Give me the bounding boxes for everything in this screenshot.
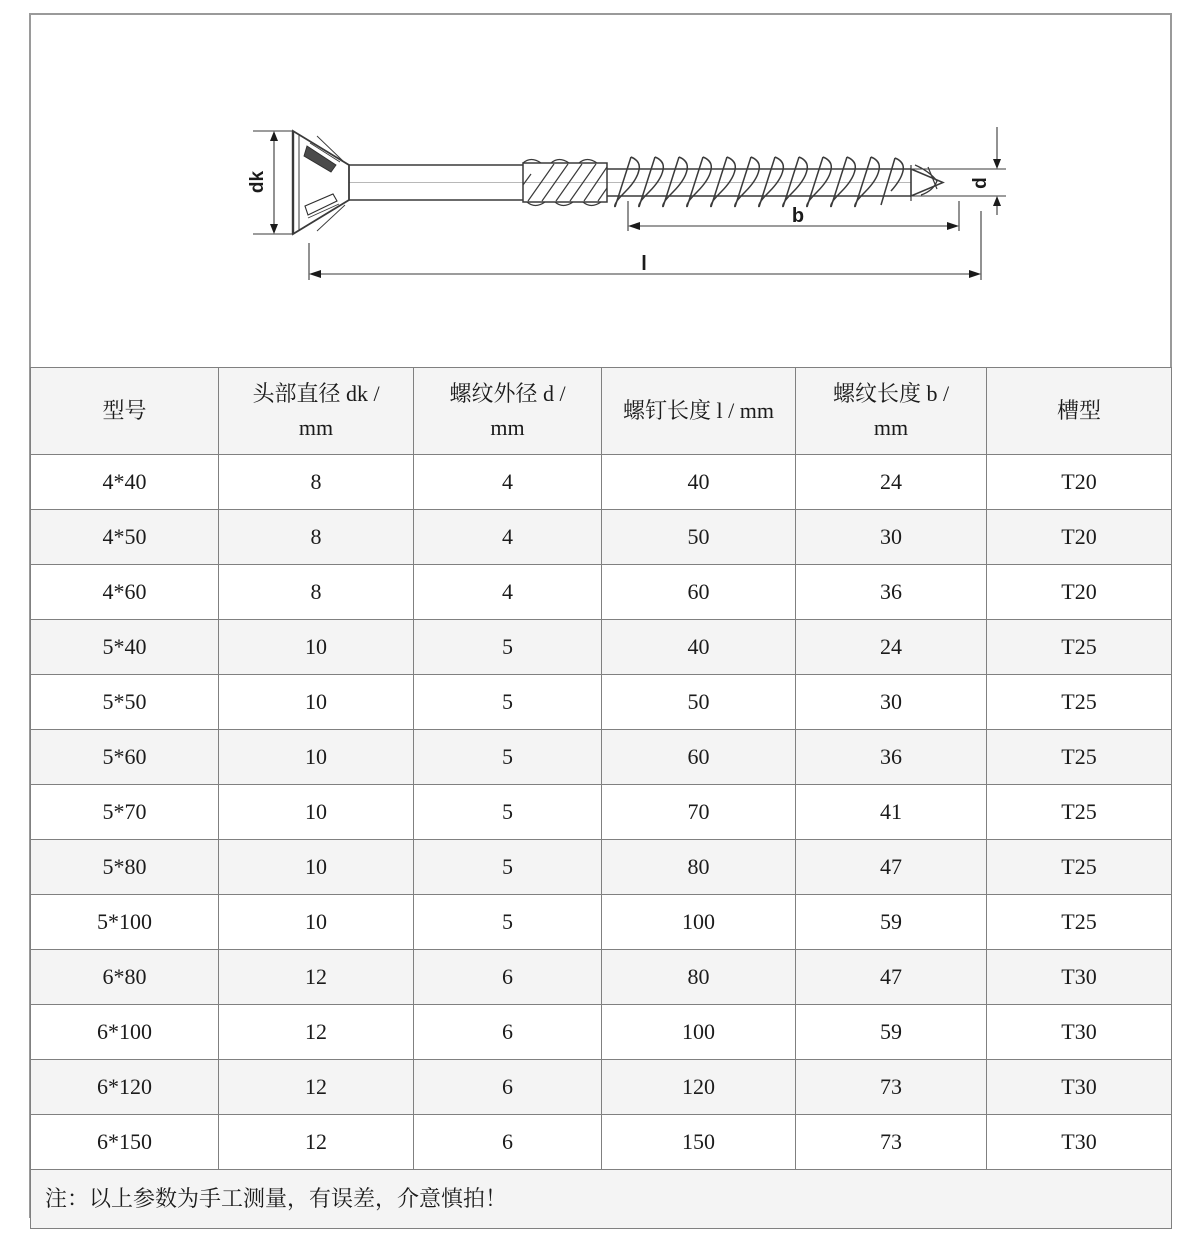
- cell-model: 4*50: [31, 510, 219, 565]
- column-header-drive-type: [987, 368, 1172, 455]
- cell-thread-length: 24: [796, 620, 987, 675]
- table-row: [31, 785, 1172, 840]
- cell-drive-type: T20: [987, 455, 1172, 510]
- column-header-thread-outer-diameter: [414, 368, 602, 455]
- cell-model: 5*50: [31, 675, 219, 730]
- dim-label-b: b: [791, 205, 805, 227]
- cell-screw-length: 40: [602, 455, 796, 510]
- cell-drive-type: T25: [987, 620, 1172, 675]
- cell-model: 4*40: [31, 455, 219, 510]
- cell-drive-type: T25: [987, 895, 1172, 950]
- dim-label-dk: dk: [247, 170, 268, 194]
- cell-thread-outer-diameter: 5: [414, 620, 602, 675]
- cell-screw-length: 150: [602, 1115, 796, 1170]
- cell-drive-type: T30: [987, 1115, 1172, 1170]
- column-header-screw-length: [602, 368, 796, 455]
- cell-thread-length: 36: [796, 565, 987, 620]
- cell-thread-outer-diameter: 6: [414, 1005, 602, 1060]
- cell-thread-length: 36: [796, 730, 987, 785]
- cell-head-diameter: 10: [219, 730, 414, 785]
- cell-drive-type: T25: [987, 730, 1172, 785]
- column-header-thread-length: [796, 368, 987, 455]
- cell-model: 5*80: [31, 840, 219, 895]
- cell-screw-length: 40: [602, 620, 796, 675]
- cell-drive-type: T25: [987, 675, 1172, 730]
- header-line: 型号: [102, 397, 147, 423]
- table-row: [31, 730, 1172, 785]
- cell-head-diameter: 12: [219, 1060, 414, 1115]
- cell-screw-length: 120: [602, 1060, 796, 1115]
- cell-thread-outer-diameter: 6: [414, 1115, 602, 1170]
- cell-model: 6*150: [31, 1115, 219, 1170]
- cell-drive-type: T20: [987, 565, 1172, 620]
- cell-model: 5*40: [31, 620, 219, 675]
- cell-head-diameter: 8: [219, 565, 414, 620]
- cell-head-diameter: 10: [219, 620, 414, 675]
- cell-head-diameter: 8: [219, 510, 414, 565]
- table-row: [31, 510, 1172, 565]
- header-line: 螺纹外径 d /: [449, 380, 566, 406]
- cell-screw-length: 80: [602, 840, 796, 895]
- cell-head-diameter: 10: [219, 895, 414, 950]
- table-body: [31, 455, 1172, 1170]
- table-row: [31, 1060, 1172, 1115]
- screw-diagram: [31, 15, 1170, 367]
- header-line: 头部直径 dk /: [252, 380, 380, 406]
- cell-thread-length: 59: [796, 1005, 987, 1060]
- header-line: 螺纹长度 b /: [832, 380, 950, 406]
- cell-screw-length: 60: [602, 565, 796, 620]
- cell-model: 4*60: [31, 565, 219, 620]
- cell-thread-length: 47: [796, 840, 987, 895]
- cell-model: 6*80: [31, 950, 219, 1005]
- cell-drive-type: T25: [987, 840, 1172, 895]
- cell-drive-type: T30: [987, 1060, 1172, 1115]
- cell-screw-length: 100: [602, 895, 796, 950]
- cell-thread-outer-diameter: 5: [414, 730, 602, 785]
- cell-model: 6*100: [31, 1005, 219, 1060]
- cell-screw-length: 80: [602, 950, 796, 1005]
- cell-head-diameter: 12: [219, 1115, 414, 1170]
- measurement-note: 注：以上参数为手工测量，有误差，介意慎拍！: [31, 1170, 1172, 1229]
- cell-thread-length: 59: [796, 895, 987, 950]
- cell-model: 6*120: [31, 1060, 219, 1115]
- cell-thread-length: 73: [796, 1060, 987, 1115]
- header-line: 螺钉长度 l / mm: [623, 397, 774, 423]
- cell-screw-length: 50: [602, 510, 796, 565]
- cell-drive-type: T30: [987, 1005, 1172, 1060]
- cell-thread-length: 73: [796, 1115, 987, 1170]
- cell-screw-length: 60: [602, 730, 796, 785]
- note-row: [31, 1170, 1172, 1229]
- table-header-row: [31, 368, 1172, 455]
- cell-thread-outer-diameter: 4: [414, 455, 602, 510]
- header-unit: mm: [490, 415, 525, 440]
- cell-thread-outer-diameter: 6: [414, 950, 602, 1005]
- cell-head-diameter: 10: [219, 785, 414, 840]
- cell-head-diameter: 10: [219, 675, 414, 730]
- cell-head-diameter: 10: [219, 840, 414, 895]
- cell-drive-type: T20: [987, 510, 1172, 565]
- cell-thread-outer-diameter: 6: [414, 1060, 602, 1115]
- header-line: 槽型: [1056, 397, 1101, 423]
- cell-thread-length: 30: [796, 510, 987, 565]
- table-row: [31, 455, 1172, 510]
- table-row: [31, 675, 1172, 730]
- cell-head-diameter: 12: [219, 1005, 414, 1060]
- table-row: [31, 565, 1172, 620]
- table-footer: [31, 1170, 1172, 1229]
- header-unit: mm: [873, 415, 909, 440]
- cell-thread-length: 24: [796, 455, 987, 510]
- cell-screw-length: 70: [602, 785, 796, 840]
- cell-thread-length: 41: [796, 785, 987, 840]
- dim-label-l: l: [641, 253, 647, 275]
- column-header-head-diameter: [219, 368, 414, 455]
- cell-thread-outer-diameter: 4: [414, 510, 602, 565]
- cell-model: 5*100: [31, 895, 219, 950]
- cell-thread-outer-diameter: 5: [414, 675, 602, 730]
- table-row: [31, 1005, 1172, 1060]
- cell-thread-length: 47: [796, 950, 987, 1005]
- column-header-model: [31, 368, 219, 455]
- cell-drive-type: T25: [987, 785, 1172, 840]
- table-row: [31, 840, 1172, 895]
- cell-thread-outer-diameter: 5: [414, 895, 602, 950]
- cell-model: 5*70: [31, 785, 219, 840]
- table-row: [31, 620, 1172, 675]
- table-row: [31, 895, 1172, 950]
- cell-thread-outer-diameter: 5: [414, 840, 602, 895]
- page-frame: [29, 13, 1172, 1218]
- cell-screw-length: 100: [602, 1005, 796, 1060]
- cell-screw-length: 50: [602, 675, 796, 730]
- table-row: [31, 1115, 1172, 1170]
- table-header: [31, 368, 1172, 455]
- screw-diagram-svg: [31, 15, 1170, 367]
- cell-drive-type: T30: [987, 950, 1172, 1005]
- table-row: [31, 950, 1172, 1005]
- cell-head-diameter: 8: [219, 455, 414, 510]
- header-unit: mm: [298, 415, 334, 440]
- cell-head-diameter: 12: [219, 950, 414, 1005]
- cell-model: 5*60: [31, 730, 219, 785]
- screw-specification-table: [30, 367, 1172, 1229]
- dim-label-d: d: [970, 177, 991, 189]
- cell-thread-length: 30: [796, 675, 987, 730]
- cell-thread-outer-diameter: 5: [414, 785, 602, 840]
- cell-thread-outer-diameter: 4: [414, 565, 602, 620]
